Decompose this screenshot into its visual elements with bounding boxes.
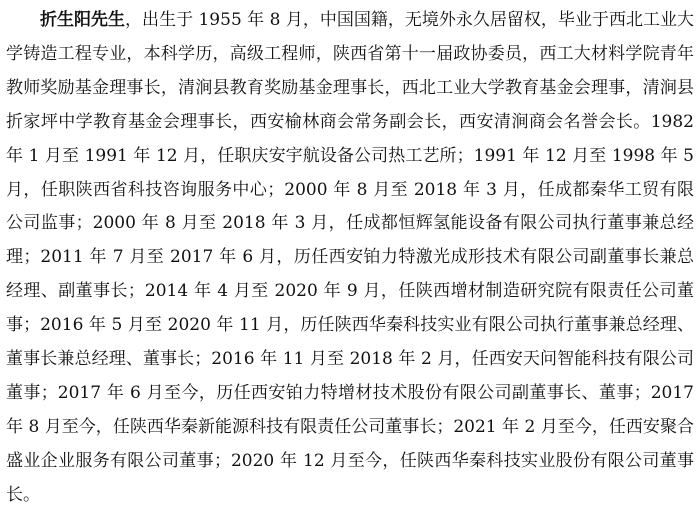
person-name: 折生阳先生 — [40, 10, 126, 30]
biography-paragraph — [6, 4, 694, 513]
biography-text: ，出生于 1955 年 8 月，中国国籍，无境外永久居留权，毕业于西北工业大学铸造工程专业，本科学历，高级工程师，陕西省第十一届政协委员，西工大材料学院青年教师奖励基金理事长，清涧县教育奖励基金理事长，西北工业大学教育基金会理事，清涧县折家坪中学教育基金会理事长，西安榆林商会常务副会长，西安清涧商会名誉会长。1982 年 1 月至 1991 年 12 月，任职庆安宇航设备公司热工艺所；1991 年 12 月至 1998 年 5 月，任职陕西省科技咨询服务中心；2000 年 8 月至 2018 年 3 月，任成都秦华工贸有限公司监事；2000 年 8 月至 2018 年 3 月，任成都恒辉氢能设备有限公司执行董事兼总经理；2011 年 7 月至 2017 年 6 月，历任西安铂力特激光成形技术有限公司副董事长兼总经理、副董事长；2014 年 4 月至 2020 年 9 月，任陕西增材制造研究院有限责任公司董事；2016 年 5 月至 2020 年 11 月，历任陕西华秦科技实业有限公司执行董事兼总经理、董事长兼总经理、董事长；2016 年 11 月至 2018 年 2 月，任西安天问智能科技有限公司董事；2017 年 6 月至今，历任西安铂力特增材技术股份有限公司副董事长、董事；2017 年 8 月至今，任陕西华秦新能源科技有限责任公司董事长；2021 年 2 月至今，任西安聚合盛业企业服务有限公司董事；2020 年 12 月至今，任陕西华秦科技实业股份有限公司董事长。 — [6, 10, 694, 505]
